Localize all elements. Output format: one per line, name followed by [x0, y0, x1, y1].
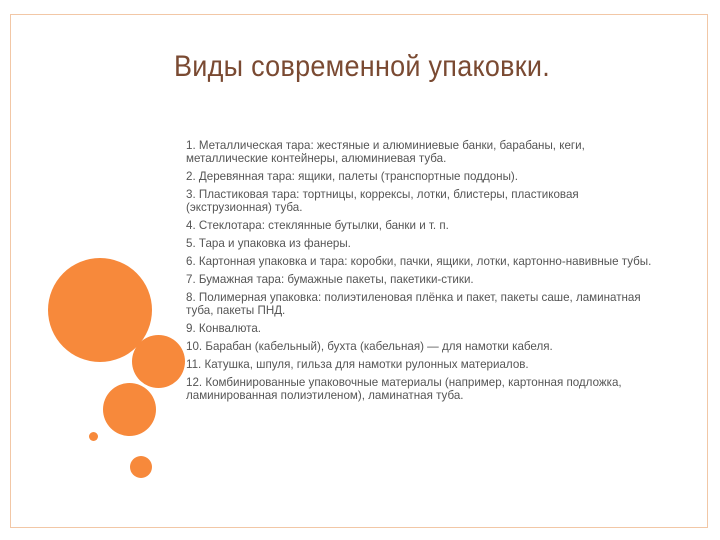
list-item: 9. Конвалюта. [186, 322, 262, 335]
packaging-list [186, 139, 656, 407]
list-item: 1. Металлическая тара: жестяные и алюминиевые банки, барабаны, кеги, металлические контейнеры, алюминиевая туба. [186, 139, 585, 165]
tiny-decorative-circle [89, 432, 98, 441]
list-item: 6. Картонная упаковка и тара: коробки, пачки, ящики, лотки, картонно-навивные тубы. [186, 255, 652, 268]
list-item: 10. Барабан (кабельный), бухта (кабельная) — для намотки кабеля. [186, 340, 553, 353]
list-item: 3. Пластиковая тара: тортницы, коррексы, лотки, блистеры, пластиковая (экструзионная) туба. [186, 188, 579, 214]
list-item: 11. Катушка, шпуля, гильза для намотки рулонных материалов. [186, 358, 529, 371]
list-item: 8. Полимерная упаковка: полиэтиленовая плёнка и пакет, пакеты саше, ламинатная туба, пакеты ПНД. [186, 291, 641, 317]
list-item: 12. Комбинированные упаковочные материалы (например, картонная подложка, ламинированная полиэтиленом), ламинатная туба. [186, 376, 622, 402]
list-item: 4. Стеклотара: стеклянные бутылки, банки и т. п. [186, 219, 449, 232]
list-item: 7. Бумажная тара: бумажные пакеты, пакетики-стики. [186, 273, 474, 286]
slide-title: Виды современной упаковки. [174, 50, 550, 83]
list-item: 2. Деревянная тара: ящики, палеты (транспортные поддоны). [186, 170, 518, 183]
medium-decorative-circle [132, 335, 185, 388]
list-item: 5. Тара и упаковка из фанеры. [186, 237, 351, 250]
small-decorative-circle [130, 456, 152, 478]
lower-decorative-circle [103, 383, 156, 436]
